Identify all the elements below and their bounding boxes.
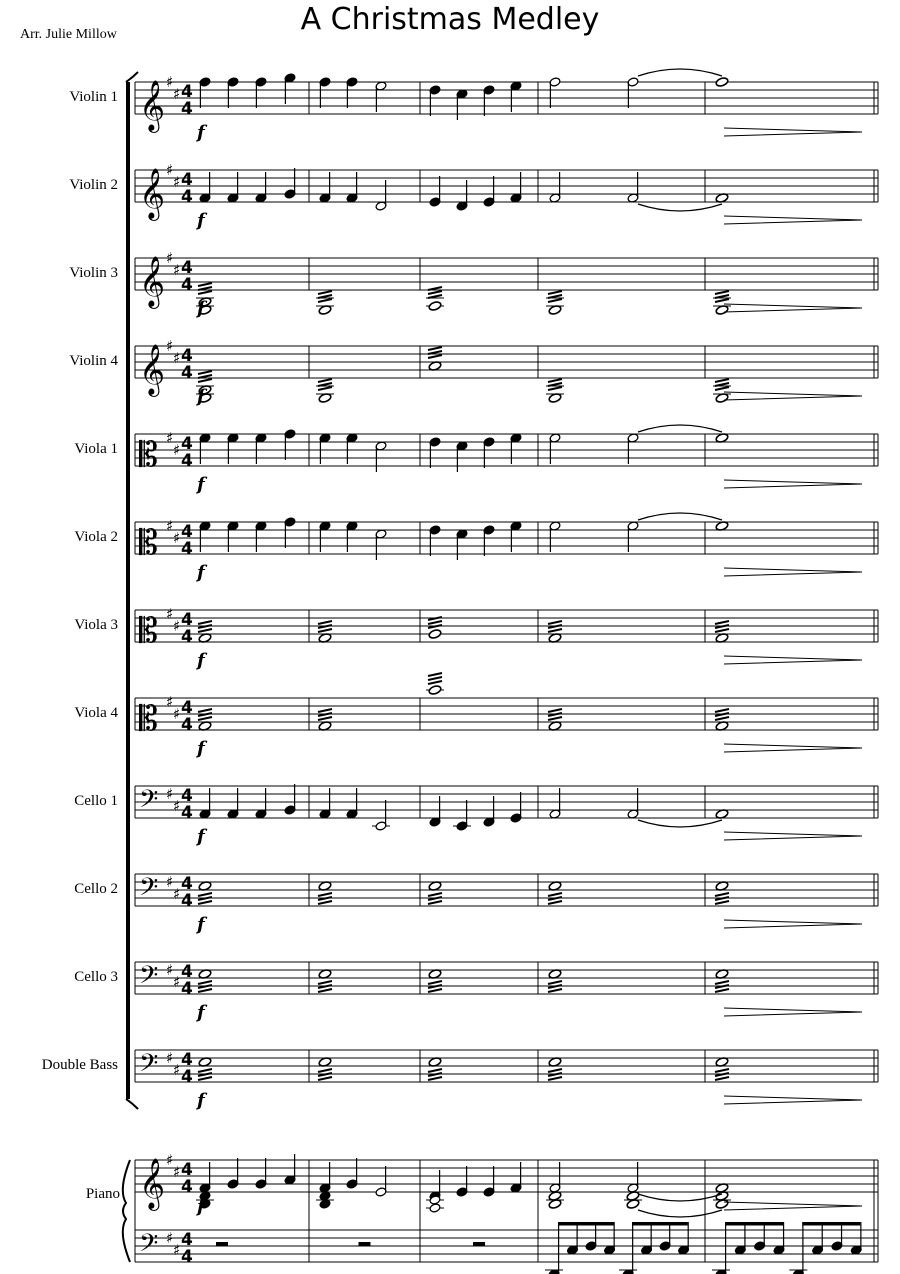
key-sharp: ♯: [173, 261, 181, 279]
bass-clef-icon: 𝄢: [139, 961, 159, 996]
tremolo-slash: [548, 989, 562, 992]
half-rest: [473, 1242, 485, 1246]
key-sharp: ♯: [166, 1229, 174, 1247]
tie: [638, 69, 722, 76]
instrument-label: Double Bass: [41, 1057, 118, 1073]
whole-note: [715, 77, 729, 88]
tremolo-slash: [548, 1069, 562, 1072]
key-sharp: ♯: [173, 85, 181, 103]
half-rest: [216, 1242, 228, 1246]
key-sharp: ♯: [173, 529, 181, 547]
key-sharp: ♯: [166, 517, 174, 535]
tremolo-slash: [428, 893, 442, 896]
key-sharp: ♯: [173, 1241, 181, 1259]
arranger-credit: Arr. Julie Millow: [20, 27, 117, 42]
tremolo-slash: [318, 291, 332, 294]
dynamic-forte: f: [197, 122, 205, 143]
tie: [638, 513, 722, 520]
decrescendo-hairpin: [724, 1096, 862, 1104]
tremolo-slash: [198, 629, 212, 632]
treble-clef-icon: 𝄞: [139, 344, 166, 395]
tremolo-slash: [715, 717, 729, 720]
dynamic-forte: f: [197, 826, 205, 847]
tremolo-slash: [198, 379, 212, 382]
whole-note: [428, 629, 442, 640]
decrescendo-hairpin: [724, 568, 862, 576]
decrescendo-hairpin: [724, 744, 862, 752]
alto-clef-icon: 𝄡: [139, 435, 158, 475]
bass-clef-icon: 𝄢: [139, 785, 159, 820]
bracket-hook: [126, 1099, 138, 1109]
tremolo-slash: [548, 893, 562, 896]
time-signature-top: 4: [181, 698, 193, 718]
dynamic-forte: f: [197, 474, 205, 495]
time-signature-top: 4: [181, 1160, 193, 1180]
decrescendo-hairpin: [724, 1008, 862, 1016]
eighth-beam: [632, 1222, 688, 1226]
tremolo-slash: [715, 989, 729, 992]
tremolo-slash: [198, 901, 212, 904]
tremolo-slash: [548, 379, 562, 382]
key-sharp: ♯: [173, 705, 181, 723]
tie: [638, 204, 722, 211]
time-signature-bottom: 4: [181, 715, 193, 735]
decrescendo-hairpin: [724, 1202, 862, 1210]
treble-clef-icon: 𝄞: [139, 80, 166, 131]
tie: [638, 1194, 722, 1201]
tremolo-slash: [548, 1077, 562, 1080]
key-sharp: ♯: [166, 1151, 174, 1169]
tremolo-slash: [198, 1069, 212, 1072]
eighth-beam: [802, 1222, 860, 1226]
tremolo-slash: [428, 621, 442, 624]
eighth-beam: [725, 1222, 783, 1226]
dynamic-forte: f: [197, 1002, 205, 1023]
time-signature-top: 4: [181, 610, 193, 630]
instrument-label: Violin 4: [69, 353, 118, 369]
key-sharp: ♯: [166, 605, 174, 623]
time-signature-top: 4: [181, 1230, 193, 1250]
time-signature-top: 4: [181, 346, 193, 366]
treble-clef-icon: 𝄞: [139, 168, 166, 219]
time-signature-bottom: 4: [181, 1247, 193, 1267]
tremolo-slash: [318, 709, 332, 712]
key-sharp: ♯: [166, 337, 174, 355]
dynamic-forte: f: [197, 1196, 205, 1217]
tremolo-slash: [715, 1069, 729, 1072]
tremolo-slash: [198, 621, 212, 624]
dynamic-forte: f: [197, 914, 205, 935]
tremolo-slash: [198, 709, 212, 712]
key-sharp: ♯: [173, 797, 181, 815]
tremolo-slash: [715, 893, 729, 896]
tremolo-slash: [198, 1077, 212, 1080]
decrescendo-hairpin: [724, 128, 862, 136]
key-sharp: ♯: [166, 161, 174, 179]
tremolo-slash: [548, 299, 562, 302]
instrument-label: Cello 1: [74, 793, 118, 809]
key-sharp: ♯: [166, 693, 174, 711]
key-sharp: ♯: [166, 961, 174, 979]
tremolo-slash: [428, 347, 442, 350]
decrescendo-hairpin: [724, 480, 862, 488]
tremolo-slash: [715, 709, 729, 712]
tremolo-slash: [715, 299, 729, 302]
decrescendo-hairpin: [724, 216, 862, 224]
whole-note: [428, 685, 442, 696]
tremolo-slash: [548, 709, 562, 712]
tremolo-slash: [318, 621, 332, 624]
tremolo-slash: [198, 717, 212, 720]
tremolo-slash: [428, 677, 442, 680]
time-signature-bottom: 4: [181, 1177, 193, 1197]
instrument-label: Cello 2: [74, 881, 118, 897]
time-signature-top: 4: [181, 962, 193, 982]
key-sharp: ♯: [166, 249, 174, 267]
key-sharp: ♯: [166, 429, 174, 447]
tremolo-slash: [318, 901, 332, 904]
tremolo-slash: [198, 283, 212, 286]
key-sharp: ♯: [173, 441, 181, 459]
decrescendo-hairpin: [724, 656, 862, 664]
tremolo-slash: [318, 717, 332, 720]
key-sharp: ♯: [173, 173, 181, 191]
time-signature-top: 4: [181, 258, 193, 278]
tie: [638, 820, 722, 827]
decrescendo-hairpin: [724, 832, 862, 840]
time-signature-top: 4: [181, 522, 193, 542]
key-sharp: ♯: [166, 73, 174, 91]
time-signature-top: 4: [181, 434, 193, 454]
tremolo-slash: [318, 629, 332, 632]
time-signature-bottom: 4: [181, 1067, 193, 1087]
time-signature-bottom: 4: [181, 803, 193, 823]
tremolo-slash: [428, 355, 442, 358]
dynamic-forte: f: [197, 738, 205, 759]
half-rest: [359, 1242, 371, 1246]
dynamic-forte: f: [197, 650, 205, 671]
tremolo-slash: [428, 901, 442, 904]
alto-clef-icon: 𝄡: [139, 523, 158, 563]
tremolo-slash: [715, 981, 729, 984]
treble-clef-icon: 𝄞: [139, 1158, 166, 1209]
instrument-label: Violin 3: [69, 265, 118, 281]
key-sharp: ♯: [166, 785, 174, 803]
tremolo-slash: [548, 621, 562, 624]
tremolo-slash: [715, 387, 729, 390]
dynamic-forte: f: [197, 210, 205, 231]
time-signature-bottom: 4: [181, 275, 193, 295]
whole-note: [428, 301, 442, 312]
instrument-label: Violin 2: [69, 177, 118, 193]
dynamic-forte: f: [197, 298, 205, 319]
instrument-label: Viola 4: [74, 705, 118, 721]
tremolo-slash: [318, 989, 332, 992]
instrument-label-piano: Piano: [85, 1186, 120, 1202]
time-signature-bottom: 4: [181, 979, 193, 999]
time-signature-bottom: 4: [181, 451, 193, 471]
tremolo-slash: [318, 1069, 332, 1072]
instrument-label: Violin 1: [69, 89, 118, 105]
time-signature-bottom: 4: [181, 627, 193, 647]
alto-clef-icon: 𝄡: [139, 611, 158, 651]
tremolo-slash: [318, 379, 332, 382]
piano-brace: [123, 1160, 130, 1262]
bracket-hook: [126, 72, 138, 82]
key-sharp: ♯: [166, 1049, 174, 1067]
tie: [638, 1210, 722, 1217]
tremolo-slash: [715, 901, 729, 904]
time-signature-top: 4: [181, 1050, 193, 1070]
dynamic-forte: f: [197, 562, 205, 583]
tremolo-slash: [198, 989, 212, 992]
tremolo-slash: [318, 1077, 332, 1080]
time-signature-bottom: 4: [181, 187, 193, 207]
tremolo-slash: [428, 673, 442, 676]
time-signature-bottom: 4: [181, 539, 193, 559]
dynamic-forte: f: [197, 1090, 205, 1111]
dynamic-forte: f: [197, 386, 205, 407]
tremolo-slash: [715, 621, 729, 624]
tremolo-slash: [428, 1077, 442, 1080]
eighth-beam: [558, 1222, 614, 1226]
half-note: [429, 1203, 441, 1213]
tremolo-slash: [548, 291, 562, 294]
tremolo-slash: [428, 1069, 442, 1072]
tremolo-slash: [318, 387, 332, 390]
tremolo-slash: [715, 1077, 729, 1080]
tremolo-slash: [428, 291, 442, 294]
tremolo-slash: [198, 981, 212, 984]
system-bracket: [126, 82, 130, 1099]
tremolo-slash: [198, 893, 212, 896]
tremolo-slash: [548, 387, 562, 390]
time-signature-top: 4: [181, 786, 193, 806]
tremolo-slash: [548, 981, 562, 984]
tremolo-slash: [548, 717, 562, 720]
tie: [638, 425, 722, 432]
bass-clef-icon: 𝄢: [139, 1049, 159, 1084]
alto-clef-icon: 𝄡: [139, 699, 158, 739]
tremolo-slash: [715, 379, 729, 382]
tremolo-slash: [548, 629, 562, 632]
time-signature-top: 4: [181, 82, 193, 102]
bass-clef-icon: 𝄢: [139, 873, 159, 908]
time-signature-bottom: 4: [181, 363, 193, 383]
time-signature-bottom: 4: [181, 99, 193, 119]
key-sharp: ♯: [173, 1163, 181, 1181]
tremolo-slash: [198, 371, 212, 374]
decrescendo-hairpin: [724, 392, 862, 400]
tremolo-slash: [318, 299, 332, 302]
decrescendo-hairpin: [724, 304, 862, 312]
tremolo-slash: [428, 989, 442, 992]
tremolo-slash: [715, 629, 729, 632]
key-sharp: ♯: [173, 617, 181, 635]
tremolo-slash: [715, 291, 729, 294]
tremolo-slash: [318, 893, 332, 896]
bass-clef-icon: 𝄢: [139, 1229, 159, 1264]
instrument-label: Cello 3: [74, 969, 118, 985]
instrument-label: Viola 3: [74, 617, 118, 633]
key-sharp: ♯: [166, 873, 174, 891]
key-sharp: ♯: [173, 349, 181, 367]
time-signature-top: 4: [181, 170, 193, 190]
time-signature-top: 4: [181, 874, 193, 894]
key-sharp: ♯: [173, 1061, 181, 1079]
instrument-label: Viola 1: [74, 441, 118, 457]
key-sharp: ♯: [173, 973, 181, 991]
treble-clef-icon: 𝄞: [139, 256, 166, 307]
tremolo-slash: [548, 901, 562, 904]
tremolo-slash: [428, 981, 442, 984]
tremolo-slash: [428, 681, 442, 684]
decrescendo-hairpin: [724, 920, 862, 928]
tremolo-slash: [318, 981, 332, 984]
score-title: A Christmas Medley: [300, 2, 600, 37]
instrument-label: Viola 2: [74, 529, 118, 545]
tremolo-slash: [198, 291, 212, 294]
key-sharp: ♯: [173, 885, 181, 903]
time-signature-bottom: 4: [181, 891, 193, 911]
